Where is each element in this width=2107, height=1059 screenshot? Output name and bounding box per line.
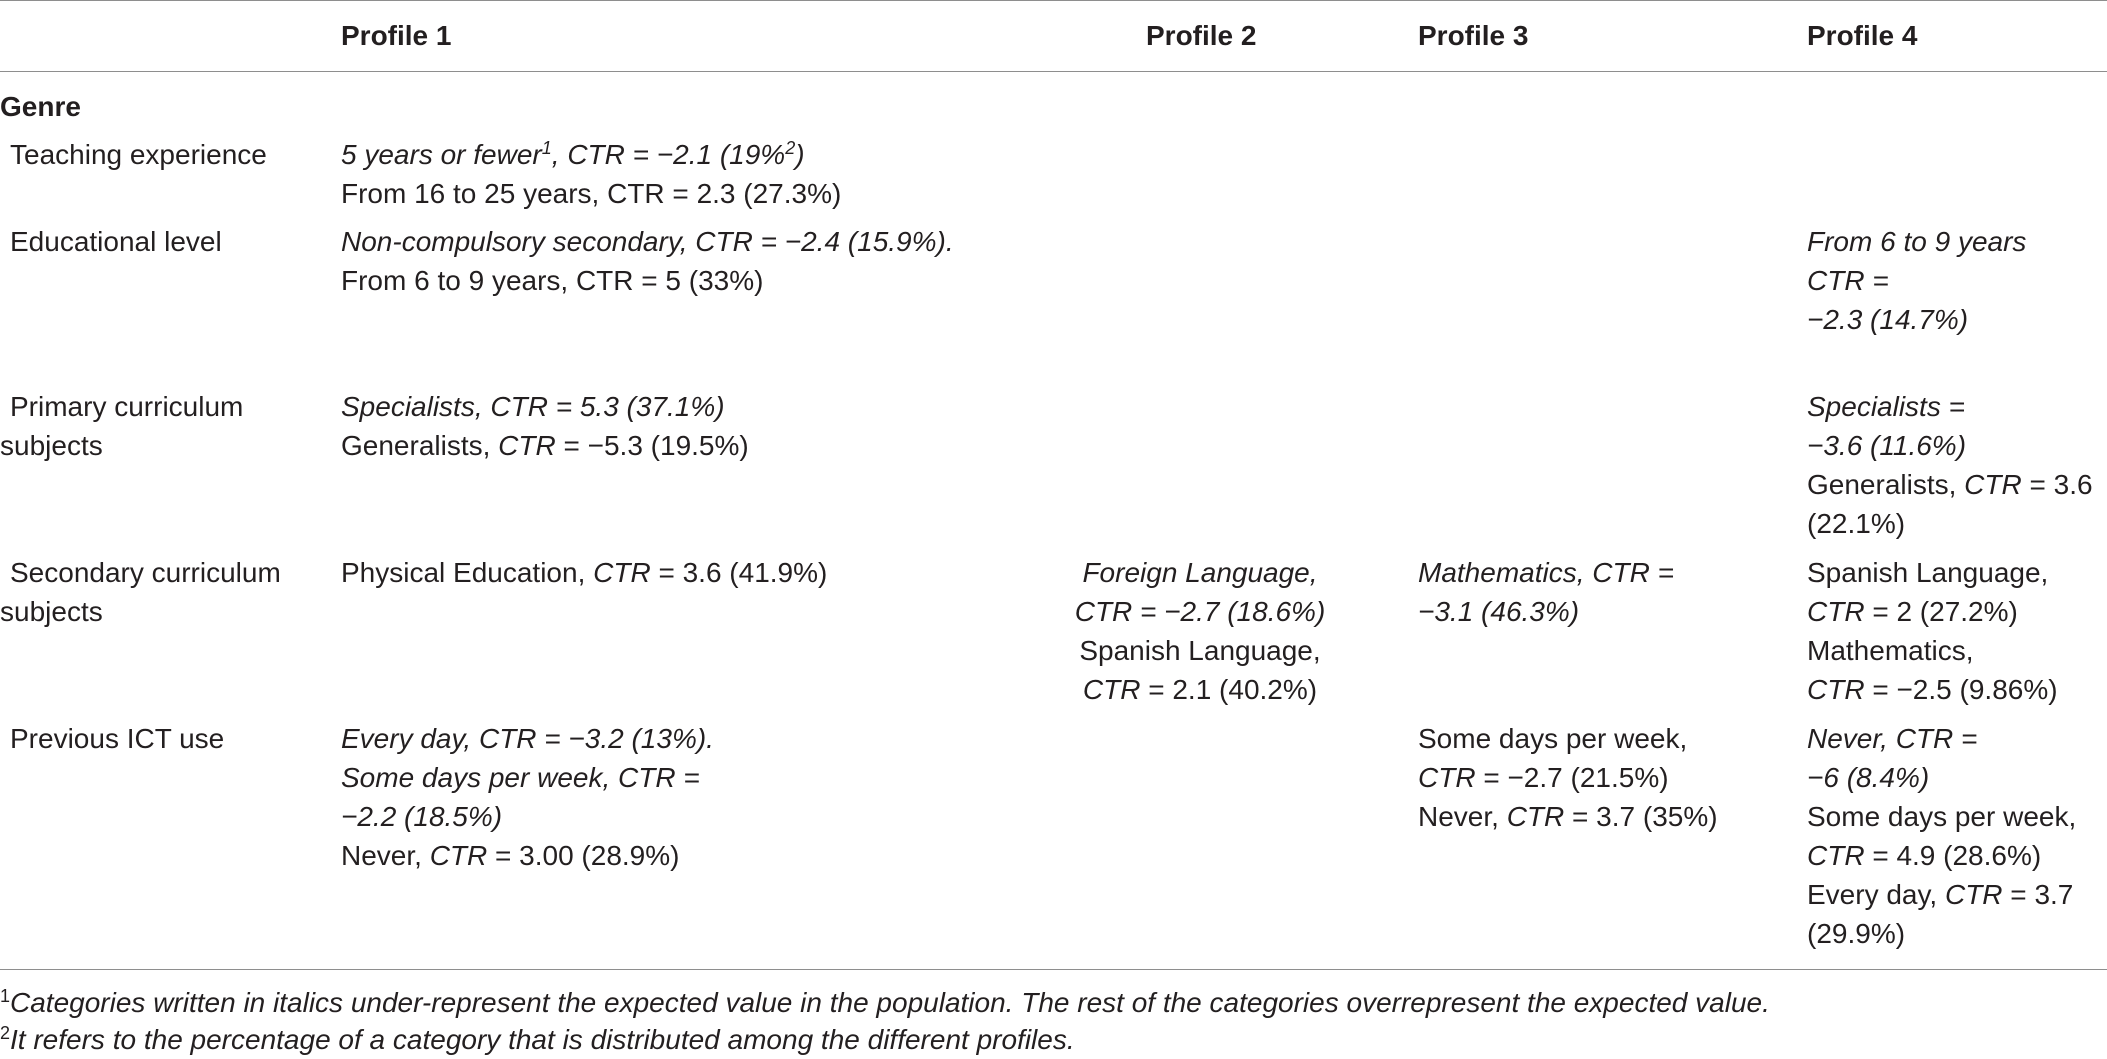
cell-line: Every day, CTR = 3.7 <box>1807 879 2074 910</box>
cell-line: −3.1 (46.3%) <box>1418 596 1580 627</box>
row-label-secondary-curriculum-subjects <box>0 553 281 631</box>
row-label-line: Secondary curriculum <box>10 557 281 588</box>
row-label-previous-ict-use: Previous ICT use <box>10 723 225 754</box>
table-bottom-rule <box>0 969 2107 970</box>
cell-secondary-curriculum-profile-4 <box>1807 553 2058 709</box>
cell-previous-ict-profile-3 <box>1418 719 1718 836</box>
cell-line: CTR = 4.9 (28.6%) <box>1807 840 2042 871</box>
cell-line: Specialists = <box>1807 391 1965 422</box>
cell-line: CTR = −2.7 (18.6%) <box>1074 596 1326 627</box>
cell-secondary-curriculum-profile-1 <box>341 553 827 592</box>
cell-line: Never, CTR = 3.7 (35%) <box>1418 801 1718 832</box>
footnote-1 <box>0 983 1770 1022</box>
cell-line: From 6 to 9 years <box>1807 226 2027 257</box>
cell-previous-ict-profile-1 <box>341 719 714 875</box>
cell-line: Spanish Language, <box>1807 557 2049 588</box>
cell-line: Generalists, CTR = 3.6 <box>1807 469 2093 500</box>
cell-line: From 6 to 9 years, CTR = 5 (33%) <box>341 265 764 296</box>
table-header-rule <box>0 71 2107 72</box>
header-profile-1: Profile 1 <box>341 20 452 51</box>
cell-line: Mathematics, CTR = <box>1418 557 1674 588</box>
cell-line: Some days per week, CTR = <box>341 762 700 793</box>
cell-primary-curriculum-profile-1 <box>341 387 749 465</box>
cell-line: Foreign Language, <box>1082 557 1318 588</box>
cell-line: From 16 to 25 years, CTR = 2.3 (27.3%) <box>341 178 842 209</box>
cell-line: Physical Education, CTR = 3.6 (41.9%) <box>341 557 828 588</box>
footnote-mark: 2 <box>0 1023 11 1043</box>
cell-primary-curriculum-profile-4 <box>1807 387 2093 543</box>
header-profile-4: Profile 4 <box>1807 20 1918 51</box>
cell-line: Never, CTR = 3.00 (28.9%) <box>341 840 680 871</box>
cell-line: Some days per week, <box>1418 723 1688 754</box>
section-label-genre: Genre <box>0 91 81 122</box>
cell-line: Spanish Language, <box>1079 635 1321 666</box>
cell-line: Non-compulsory secondary, CTR = −2.4 (15.9%). <box>341 226 954 257</box>
row-label-teaching-experience: Teaching experience <box>10 139 267 170</box>
cell-line: CTR = −2.5 (9.86%) <box>1807 674 2058 705</box>
row-label-line: Primary curriculum <box>10 391 244 422</box>
cell-line: Specialists, CTR = 5.3 (37.1%) <box>341 391 725 422</box>
cell-line: −2.3 (14.7%) <box>1807 304 1969 335</box>
cell-line: CTR = 2 (27.2%) <box>1807 596 2018 627</box>
cell-line: Mathematics, <box>1807 635 1974 666</box>
cell-line: CTR = <box>1807 265 1889 296</box>
cell-line: 5 years or fewer$^1$, CTR = −2.1 (19%$^2$) <box>341 138 805 170</box>
cell-line: CTR = −2.7 (21.5%) <box>1418 762 1669 793</box>
header-profile-3: Profile 3 <box>1418 20 1529 51</box>
footnote-text: Categories written in italics under-represent the expected value in the population. The rest of the categories overrepresent the expected value. <box>10 987 1770 1018</box>
cell-line: CTR = 2.1 (40.2%) <box>1082 674 1318 705</box>
row-label-educational-level: Educational level <box>10 226 222 257</box>
cell-line: (29.9%) <box>1807 918 1906 949</box>
cell-line: Never, CTR = <box>1807 723 1978 754</box>
row-label-line: subjects <box>0 430 103 461</box>
cell-secondary-curriculum-profile-3 <box>1418 553 1674 631</box>
cell-secondary-curriculum-profile-2 <box>1064 553 1336 709</box>
row-label-line: subjects <box>0 596 103 627</box>
footnote-2 <box>0 1020 1075 1059</box>
header-profile-2: Profile 2 <box>1146 20 1257 51</box>
cell-line: Some days per week, <box>1807 801 2077 832</box>
cell-teaching-experience-profile-1 <box>341 135 841 213</box>
cell-line: (22.1%) <box>1807 508 1906 539</box>
cell-line: Every day, CTR = −3.2 (13%). <box>341 723 714 754</box>
cell-educational-level-profile-1 <box>341 222 954 300</box>
footnote-mark: 1 <box>0 986 11 1006</box>
cell-line: −6 (8.4%) <box>1807 762 1930 793</box>
table-top-rule <box>0 0 2107 1</box>
cell-educational-level-profile-4 <box>1807 222 2026 339</box>
row-label-primary-curriculum-subjects <box>0 387 243 465</box>
cell-line: Generalists, CTR = −5.3 (19.5%) <box>341 430 749 461</box>
footnote-text: It refers to the percentage of a category that is distributed among the different profiles. <box>10 1024 1075 1055</box>
cell-line: −3.6 (11.6%) <box>1807 430 1967 461</box>
cell-line: −2.2 (18.5%) <box>341 801 503 832</box>
cell-previous-ict-profile-4 <box>1807 719 2076 953</box>
